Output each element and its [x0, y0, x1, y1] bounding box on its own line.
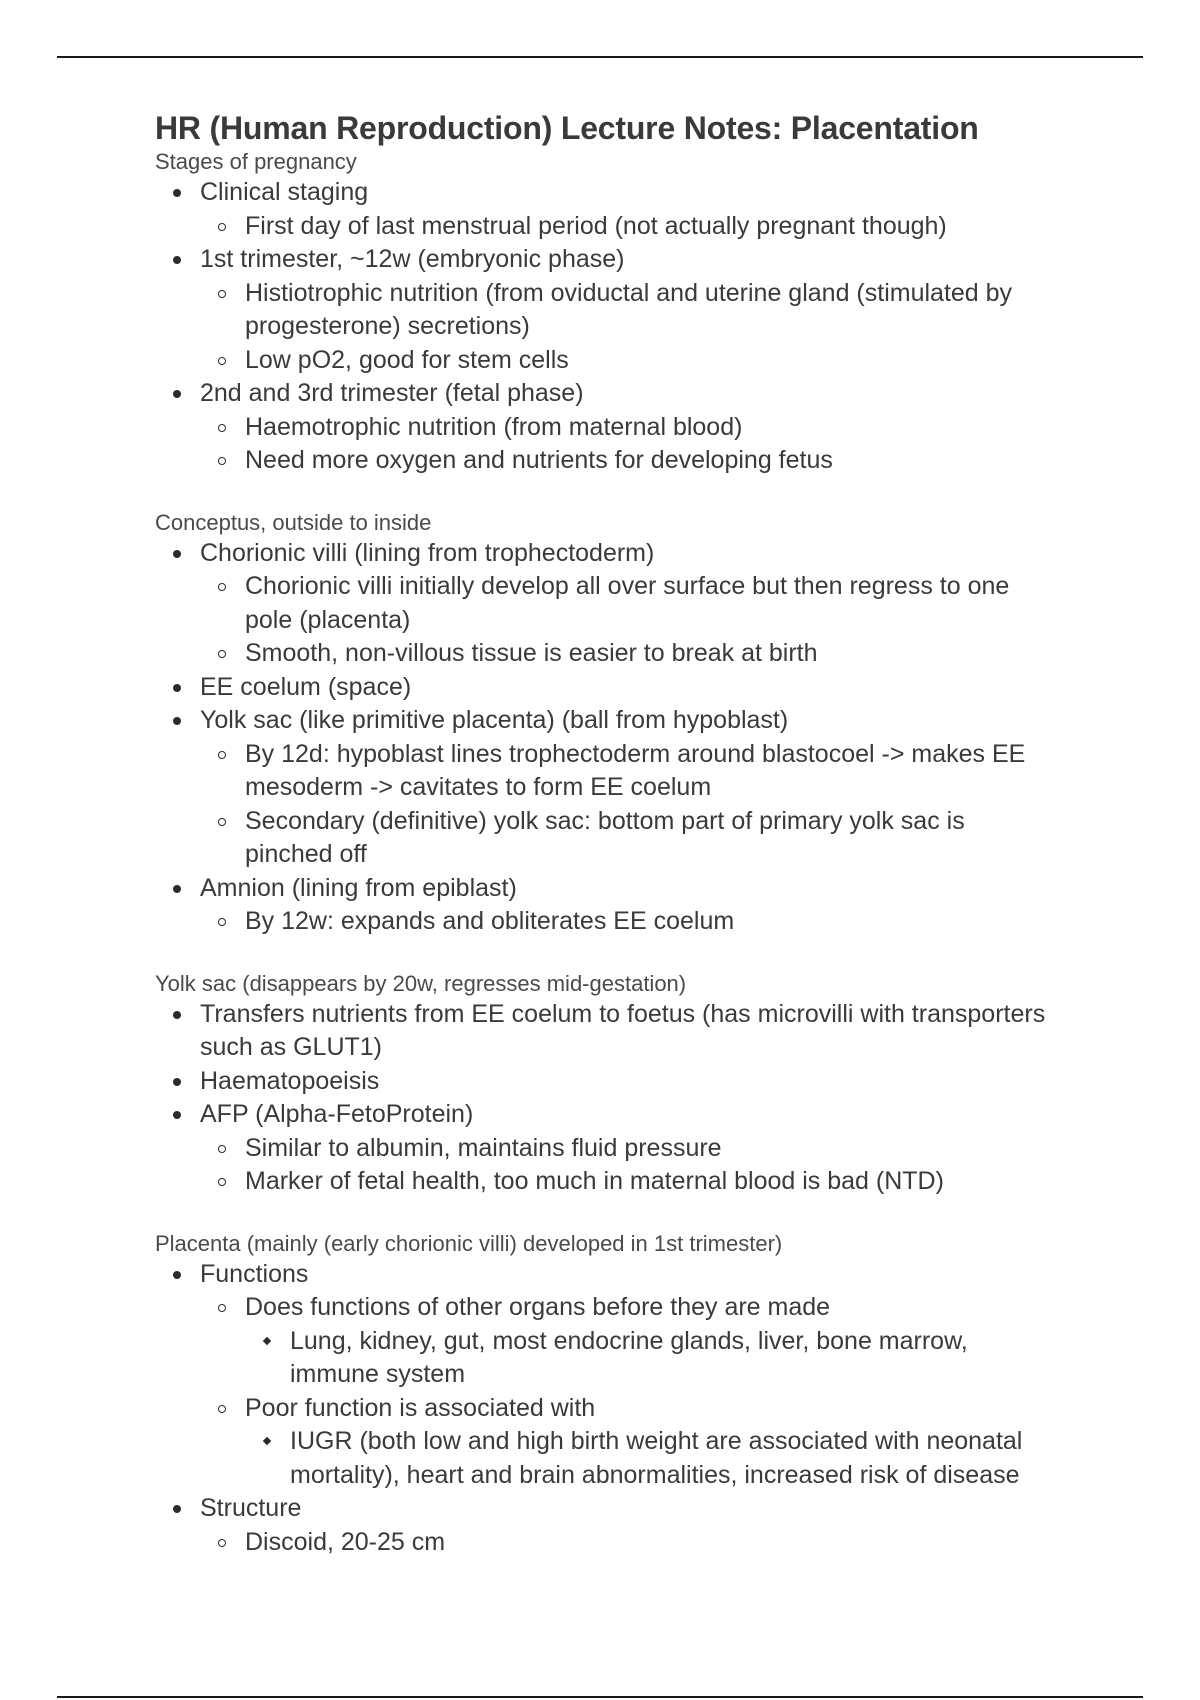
- list-item: [155, 872, 1055, 939]
- list-item-text: EE coelum (space): [200, 672, 412, 701]
- list-item: [200, 905, 1055, 939]
- bullet-list-level-2: [200, 1132, 1055, 1199]
- bullet-list-level-2: [200, 210, 1055, 244]
- bullet-circle-icon: [218, 357, 226, 365]
- list-item: [155, 998, 1055, 1065]
- top-divider: [57, 56, 1143, 58]
- list-item-text: Haemotrophic nutrition (from maternal blood): [245, 412, 743, 441]
- list-item-text: Similar to albumin, maintains fluid pressure: [245, 1133, 722, 1162]
- bullet-list-level-2: [200, 570, 1055, 671]
- list-item: [200, 805, 1055, 872]
- list-item: [200, 344, 1055, 378]
- bullet-dot-icon: [173, 1505, 181, 1513]
- list-item-text: 2nd and 3rd trimester (fetal phase): [200, 379, 584, 407]
- bullet-circle-icon: [218, 918, 226, 926]
- list-item: [155, 377, 1055, 478]
- notes-section: [155, 970, 1055, 1199]
- list-item-text: Lung, kidney, gut, most endocrine glands, liver, bone marrow, immune system: [290, 1326, 968, 1388]
- list-item: [200, 738, 1055, 805]
- notes-section: [155, 148, 1055, 478]
- bullet-list-level-1: [155, 998, 1055, 1199]
- list-item: [200, 1165, 1055, 1199]
- bullet-circle-icon: [218, 1178, 226, 1186]
- list-item-text: First day of last menstrual period (not actually pregnant though): [245, 211, 947, 240]
- list-item: [200, 277, 1055, 344]
- list-item-text: Marker of fetal health, too much in maternal blood is bad (NTD): [245, 1167, 944, 1195]
- list-item: [155, 1065, 1055, 1099]
- bullet-circle-icon: [218, 818, 226, 826]
- list-item: [155, 176, 1055, 243]
- list-item: [155, 537, 1055, 671]
- section-heading: Stages of pregnancy: [155, 149, 357, 174]
- list-item: [155, 1258, 1055, 1493]
- bullet-circle-icon: [218, 583, 226, 591]
- bullet-circle-icon: [218, 1405, 226, 1413]
- list-item: [245, 1425, 1055, 1492]
- bullet-circle-icon: [218, 457, 226, 465]
- list-item-text: 1st trimester, ~12w (embryonic phase): [200, 245, 625, 273]
- notes-sections: [155, 148, 1055, 1559]
- notes-section: [155, 1230, 1055, 1560]
- bullet-dot-icon: [173, 1111, 181, 1119]
- bullet-list-level-1: [155, 176, 1055, 478]
- list-item: [200, 1132, 1055, 1166]
- bullet-circle-icon: [218, 1304, 226, 1312]
- list-item: [200, 570, 1055, 637]
- bullet-dot-icon: [173, 189, 181, 197]
- bullet-list-level-2: [200, 738, 1055, 872]
- bullet-circle-icon: [218, 1145, 226, 1153]
- bullet-diamond-icon: [263, 1437, 271, 1445]
- bottom-divider: [57, 1696, 1143, 1698]
- list-item: [200, 1392, 1055, 1493]
- bullet-dot-icon: [173, 684, 181, 692]
- list-item-text: Smooth, non-villous tissue is easier to break at birth: [245, 639, 818, 667]
- notes-document: [155, 108, 1055, 1590]
- list-item: [155, 1492, 1055, 1559]
- list-item: [245, 1325, 1055, 1392]
- bullet-circle-icon: [218, 290, 226, 298]
- list-item-text: Structure: [200, 1494, 302, 1522]
- list-item: [200, 1526, 1055, 1560]
- bullet-list-level-3: [245, 1425, 1055, 1492]
- bullet-list-level-1: [155, 1258, 1055, 1560]
- bullet-dot-icon: [173, 1011, 181, 1019]
- bullet-circle-icon: [218, 650, 226, 658]
- notes-section: [155, 509, 1055, 939]
- list-item-text: Low pO2, good for stem cells: [245, 345, 569, 374]
- bullet-dot-icon: [173, 885, 181, 893]
- list-item-text: Secondary (definitive) yolk sac: bottom part of primary yolk sac is pinched off: [245, 806, 965, 868]
- list-item-text: Discoid, 20-25 cm: [245, 1527, 446, 1556]
- bullet-dot-icon: [173, 1271, 181, 1279]
- bullet-circle-icon: [218, 1539, 226, 1547]
- bullet-list-level-2: [200, 1526, 1055, 1560]
- bullet-list-level-3: [245, 1325, 1055, 1392]
- bullet-dot-icon: [173, 1078, 181, 1086]
- bullet-list-level-2: [200, 905, 1055, 939]
- section-heading: Placenta (mainly (early chorionic villi) developed in 1st trimester): [155, 1230, 783, 1256]
- list-item-text: Need more oxygen and nutrients for developing fetus: [245, 446, 833, 474]
- bullet-dot-icon: [173, 550, 181, 558]
- bullet-list-level-2: [200, 277, 1055, 378]
- bullet-list-level-2: [200, 411, 1055, 478]
- list-item-text: IUGR (both low and high birth weight are associated with neonatal mortality), heart and brain abnormalities, increased risk of disease: [290, 1427, 1023, 1489]
- list-item: [155, 704, 1055, 872]
- list-item: [155, 1098, 1055, 1199]
- bullet-circle-icon: [218, 751, 226, 759]
- list-item-text: Clinical staging: [200, 178, 369, 206]
- bullet-list-level-2: [200, 1291, 1055, 1492]
- section-heading: Yolk sac (disappears by 20w, regresses mid-gestation): [155, 970, 687, 996]
- list-item-text: Haematopoeisis: [200, 1066, 380, 1095]
- list-item-text: Does functions of other organs before they are made: [245, 1293, 831, 1321]
- list-item-text: Chorionic villi initially develop all over surface but then regress to one pole (placenta): [245, 572, 1010, 634]
- list-item-text: Transfers nutrients from EE coelum to foetus (has microvilli with transporters such as GLUT1): [200, 999, 1046, 1061]
- list-item: [200, 637, 1055, 671]
- bullet-circle-icon: [218, 424, 226, 432]
- page-title: HR (Human Reproduction) Lecture Notes: Placentation: [155, 110, 979, 146]
- bullet-dot-icon: [173, 390, 181, 398]
- list-item: [200, 444, 1055, 478]
- list-item-text: By 12d: hypoblast lines trophectoderm around blastocoel -> makes EE mesoderm -> cavitates to form EE coelum: [245, 739, 1026, 801]
- list-item-text: Yolk sac (like primitive placenta) (ball from hypoblast): [200, 706, 789, 734]
- bullet-dot-icon: [173, 256, 181, 264]
- bullet-circle-icon: [218, 223, 226, 231]
- list-item-text: Histiotrophic nutrition (from oviductal and uterine gland (stimulated by progesterone) secretions): [245, 278, 1013, 340]
- list-item-text: AFP (Alpha-FetoProtein): [200, 1100, 474, 1128]
- section-heading: Conceptus, outside to inside: [155, 509, 432, 535]
- list-item: [155, 671, 1055, 705]
- list-item-text: Chorionic villi (lining from trophectoderm): [200, 538, 655, 567]
- list-item-text: Functions: [200, 1259, 309, 1288]
- bullet-dot-icon: [173, 717, 181, 725]
- list-item-text: Amnion (lining from epiblast): [200, 873, 517, 902]
- list-item-text: Poor function is associated with: [245, 1393, 596, 1422]
- list-item-text: By 12w: expands and obliterates EE coelum: [245, 907, 735, 935]
- list-item: [200, 210, 1055, 244]
- list-item: [200, 1291, 1055, 1392]
- list-item: [155, 243, 1055, 377]
- bullet-diamond-icon: [263, 1336, 271, 1344]
- list-item: [200, 411, 1055, 445]
- bullet-list-level-1: [155, 537, 1055, 939]
